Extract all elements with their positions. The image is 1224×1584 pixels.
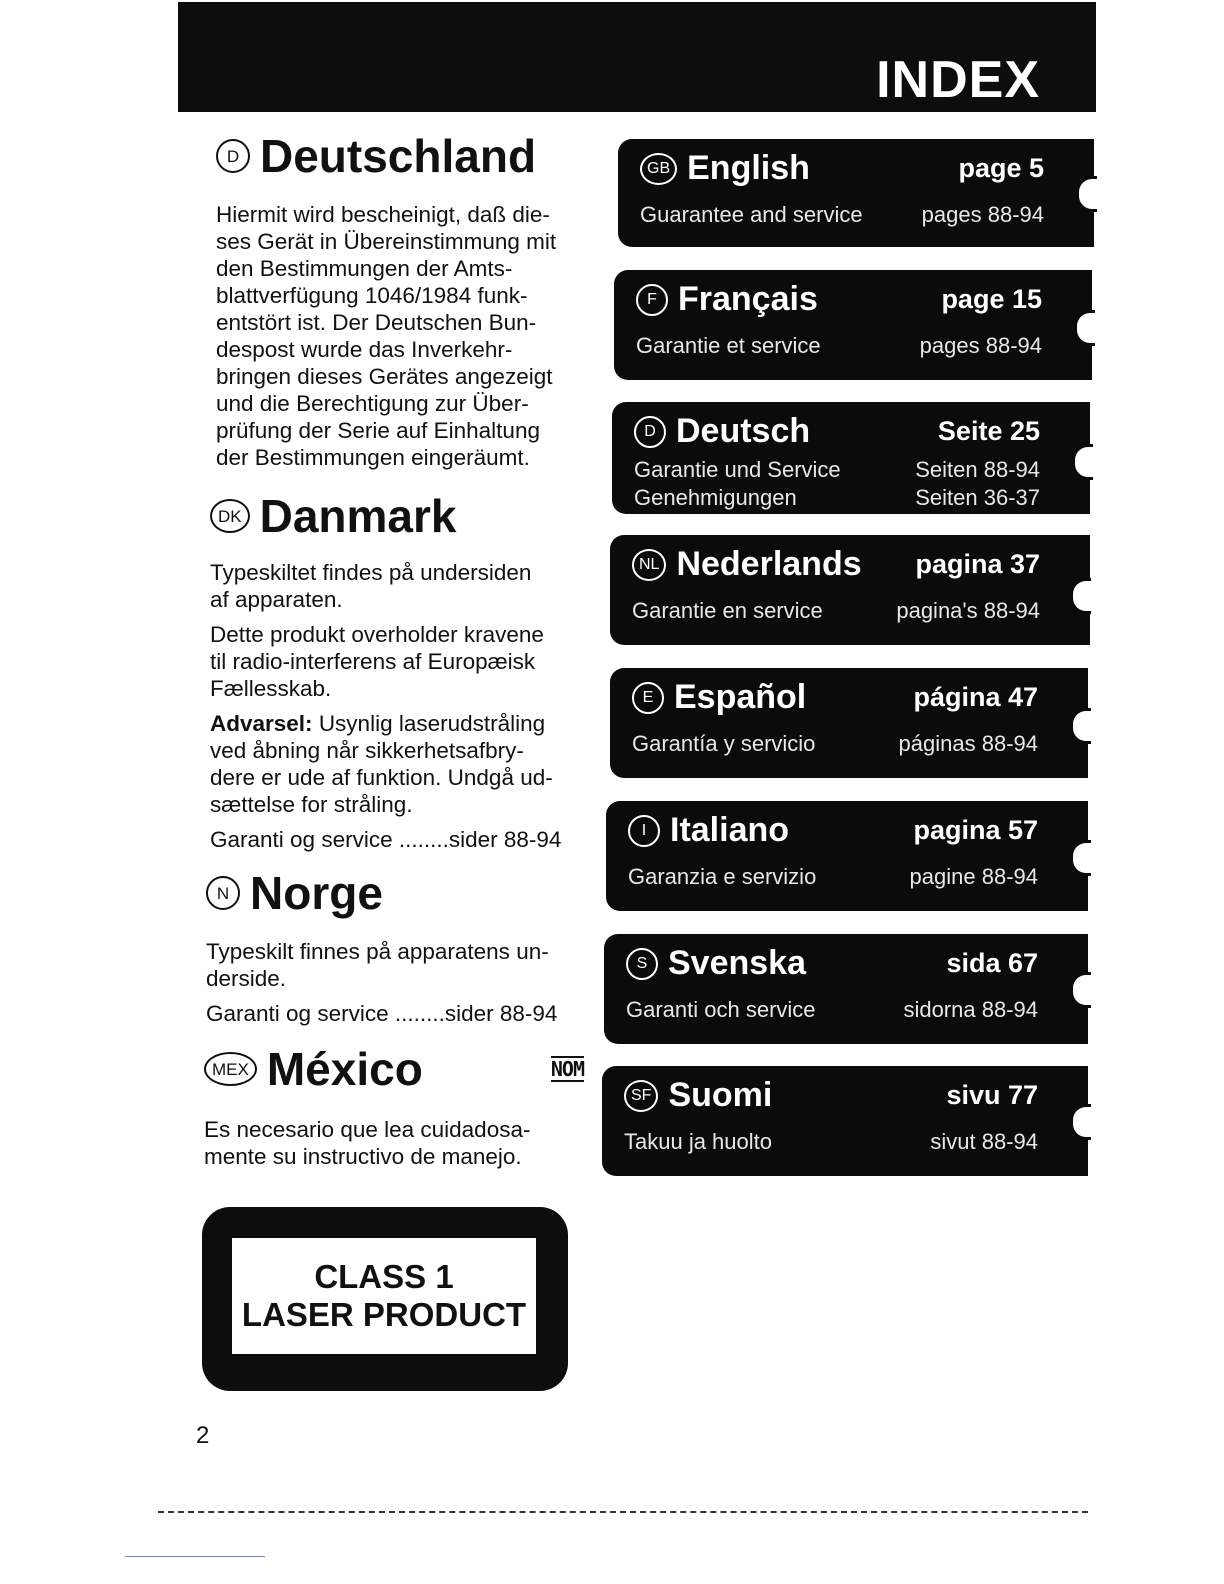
danmark-text-2: Dette produkt overholder kravene til radio-interferens af Europæisk Fællesskab.: [210, 622, 544, 701]
lang-guarantee-row: Garanti och service sidorna 88-94: [626, 997, 1038, 1022]
danmark-warning: Advarsel: Usynlig laserudstråling ved åbning når sikkerhetsafbry- dere er ude af funktion. Undgå ud- sættelse for stråling.: [210, 711, 553, 817]
lang-name: Svenska: [668, 944, 806, 982]
thumb-index-mark: [1070, 578, 1091, 614]
country-badge-dk: DK: [210, 499, 250, 533]
section-danmark: [210, 490, 610, 861]
section-norge: [206, 867, 606, 1035]
lang-page: sivu 77: [946, 1080, 1038, 1110]
lang-badge-nl: NL: [632, 549, 666, 581]
lang-entry-svenska[interactable]: [604, 934, 1088, 1044]
lang-badge-gb: GB: [640, 153, 677, 185]
lang-page: Seite 25: [937, 416, 1040, 446]
lang-name: Deutsch: [676, 412, 811, 450]
laser-label: [232, 1238, 536, 1354]
country-title: Danmark: [259, 490, 457, 542]
lang-entry-deutsch[interactable]: [612, 402, 1090, 514]
lang-page: página 47: [913, 682, 1038, 712]
country-title: Deutschland: [260, 130, 537, 182]
lang-guarantee-row: Garanzia e servizio pagine 88-94: [628, 864, 1038, 889]
lang-badge-d: D: [634, 416, 666, 448]
laser-product: LASER PRODUCT: [241, 1296, 527, 1333]
lang-entry-nederlands[interactable]: [610, 535, 1090, 645]
lang-badge-sf: SF: [624, 1080, 658, 1112]
country-badge-n: N: [206, 876, 240, 910]
norge-text: Typeskilt finnes på apparatens un- derside.: [206, 939, 549, 991]
lang-name: Suomi: [668, 1076, 773, 1114]
lang-entry-suomi[interactable]: [602, 1066, 1088, 1176]
lang-approvals-row: Genehmigungen Seiten 36-37: [634, 485, 1040, 510]
country-badge-mex: MEX: [204, 1052, 257, 1086]
lang-page: pagina 37: [915, 549, 1040, 579]
thumb-index-mark: [1076, 176, 1097, 212]
thumb-index-mark: [1070, 972, 1091, 1008]
danmark-guarantee: Garanti og service ........sider 88-94: [210, 827, 562, 852]
lang-name: Italiano: [670, 811, 790, 849]
lang-page: sida 67: [946, 948, 1038, 978]
lang-page: page 15: [941, 284, 1042, 314]
bottom-rule: [158, 1511, 1088, 1513]
deutschland-text: Hiermit wird bescheinigt, daß die- ses Gerät in Übereinstimmung mit den Bestimmungen der Amts- blattverfügung 1046/1984 funk- entstört ist. Der Deutschen Bun- despost wurde das Inverkehr- bringen dieses Gerätes angezeigt und die Berechtigung zur Über- prüfung der Serie auf Einhaltung der Bestimmungen eingeräumt.: [216, 202, 557, 470]
page-title: INDEX: [876, 51, 1040, 109]
lang-badge-e: E: [632, 682, 664, 714]
lang-guarantee-row: Garantie en service pagina's 88-94: [632, 598, 1040, 623]
page-number: 2: [196, 1422, 210, 1449]
lang-page: pagina 57: [913, 815, 1038, 845]
country-title: México: [266, 1043, 423, 1095]
thumb-index-mark: [1070, 1104, 1091, 1140]
laser-class: CLASS 1: [314, 1258, 454, 1295]
lang-guarantee-row: Garantía y servicio páginas 88-94: [632, 731, 1038, 756]
mexico-text: Es necesario que lea cuidadosa- mente su instructivo de manejo.: [204, 1117, 531, 1169]
lang-entry-francais[interactable]: [614, 270, 1092, 380]
lang-badge-f: F: [636, 284, 668, 316]
lang-name: Français: [678, 280, 818, 318]
lang-guarantee-row: Garantie et service pages 88-94: [636, 333, 1042, 358]
danmark-text-1: Typeskiltet findes på undersiden af apparaten.: [210, 560, 532, 612]
lang-guarantee-row: Guarantee and service pages 88-94: [640, 202, 1044, 227]
thumb-index-mark: [1074, 310, 1095, 346]
footer-line: [125, 1556, 265, 1557]
lang-page: page 5: [958, 153, 1044, 183]
lang-entry-english[interactable]: [618, 139, 1094, 247]
lang-entry-italiano[interactable]: [606, 801, 1088, 911]
lang-guarantee-row: Garantie und Service Seiten 88-94: [634, 457, 1040, 482]
lang-name: English: [687, 149, 810, 187]
thumb-index-mark: [1070, 708, 1091, 744]
lang-badge-i: I: [628, 815, 660, 847]
thumb-index-mark: [1072, 444, 1093, 480]
lang-name: Español: [674, 678, 807, 716]
thumb-index-mark: [1070, 840, 1091, 876]
lang-guarantee-row: Takuu ja huolto sivut 88-94: [624, 1129, 1038, 1154]
nom-logo: NOM: [550, 1057, 584, 1081]
section-deutschland: [216, 130, 616, 479]
lang-name: Nederlands: [676, 545, 862, 583]
header-bar: [178, 2, 1096, 112]
lang-entry-espanol[interactable]: [610, 668, 1088, 778]
country-badge-d: D: [216, 139, 250, 173]
section-mexico: [204, 1043, 584, 1178]
norge-guarantee: Garanti og service ........sider 88-94: [206, 1001, 558, 1026]
country-title: Norge: [250, 867, 383, 919]
lang-badge-s: S: [626, 948, 658, 980]
